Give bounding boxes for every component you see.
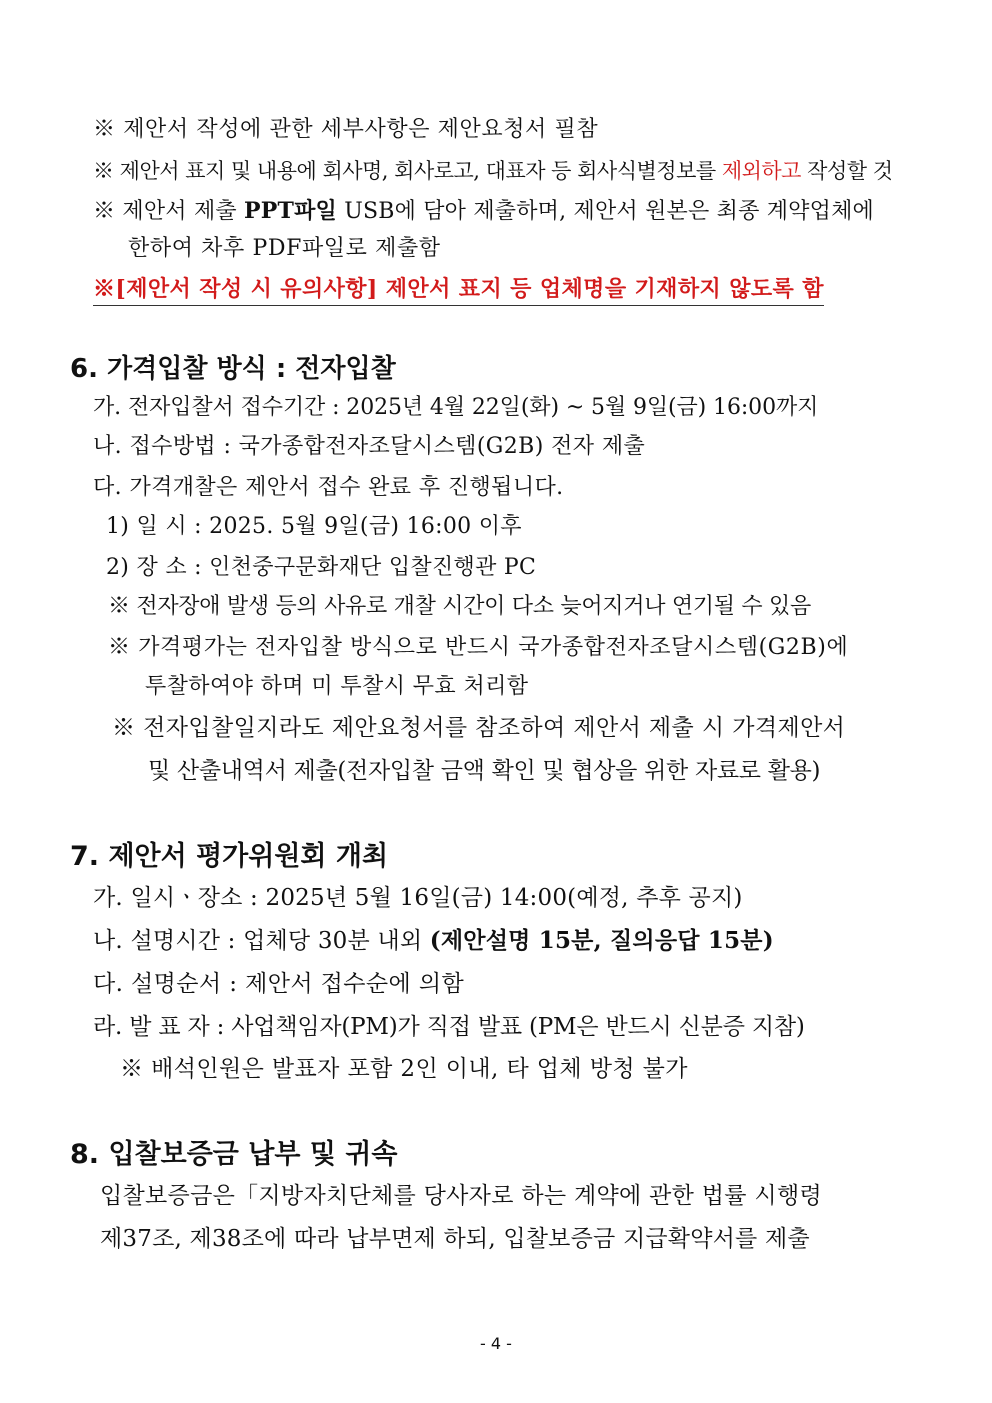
section6-note-estimate-cont: 및 산출내역서 제출(전자입찰 금액 확인 및 협상을 위한 자료로 활용): [148, 758, 821, 784]
section7-item-na-pre: 나. 설명시간 : 업체당 30분 내외: [93, 928, 430, 954]
section7-item-na: [93, 926, 774, 956]
section6-item-ga: 가. 전자입찰서 접수기간 : 2025년 4월 22일(화) ~ 5월 9일(금) 16:00까지: [93, 395, 819, 420]
section6-item-na: 나. 접수방법 : 국가종합전자조달시스템(G2B) 전자 제출: [93, 434, 646, 459]
note-ppt-submission-bold: PPT파일: [244, 198, 338, 224]
section7-item-da: 다. 설명순서 : 제안서 접수순에 의함: [93, 971, 465, 997]
section8-title: 8. 입찰보증금 납부 및 귀속: [70, 1139, 398, 1170]
note-remove-company-info-highlight: 제외하고: [721, 159, 801, 183]
note-ppt-submission: [93, 196, 874, 227]
section6-note-estimate: ※ 전자입찰일지라도 제안요청서를 참조하여 제안서 제출 시 가격제안서: [112, 715, 846, 741]
note-caution-company-name: ※[제안서 작성 시 유의사항] 제안서 표지 등 업체명을 기재하지 않도록 함: [93, 274, 824, 306]
section6-sub-2: 2) 장 소 : 인천중구문화재단 입찰진행관 PC: [106, 555, 537, 580]
section7-item-ga: 가. 일시ㆍ장소 : 2025년 5월 16일(금) 14:00(예정, 추후 공지): [93, 885, 743, 911]
note-detail-reference: ※ 제안서 작성에 관한 세부사항은 제안요청서 필참: [93, 117, 599, 142]
section6-note-delay: ※ 전자장애 발생 등의 사유로 개찰 시간이 다소 늦어지거나 연기될 수 있음: [108, 594, 811, 619]
note-remove-company-info-pre: ※ 제안서 표지 및 내용에 회사명, 회사로고, 대표자 등 회사식별정보를: [93, 159, 722, 183]
note-ppt-submission-cont: 한하여 차후 PDF파일로 제출함: [128, 236, 441, 261]
section6-sub-1: 1) 일 시 : 2025. 5월 9일(금) 16:00 이후: [106, 514, 522, 539]
section6-note-price: ※ 가격평가는 전자입찰 방식으로 반드시 국가종합전자조달시스템(G2B)에: [108, 635, 849, 660]
section6-item-da: 다. 가격개찰은 제안서 접수 완료 후 진행됩니다.: [93, 475, 564, 500]
section6-title: 6. 가격입찰 방식 : 전자입찰: [70, 354, 396, 384]
note-remove-company-info: [93, 156, 892, 186]
note-ppt-submission-pre: ※ 제안서 제출: [93, 199, 245, 224]
section8-body-2: 제37조, 제38조에 따라 납부면제 하되, 입찰보증금 지급확약서를 제출: [100, 1226, 810, 1252]
note-remove-company-info-post: 작성할 것: [800, 159, 893, 183]
section6-note-price-cont: 투찰하여야 하며 미 투찰시 무효 처리함: [145, 674, 529, 699]
section7-title: 7. 제안서 평가위원회 개최: [70, 841, 389, 872]
section7-note-attendees: ※ 배석인원은 발표자 포함 2인 이내, 타 업체 방청 불가: [120, 1056, 688, 1082]
note-ppt-submission-post: USB에 담아 제출하며, 제안서 원본은 최종 계약업체에: [337, 199, 874, 224]
page-number: - 4 -: [480, 1334, 512, 1353]
section8-body-1: 입찰보증금은「지방자치단체를 당사자로 하는 계약에 관한 법률 시행령: [100, 1183, 822, 1209]
section7-item-na-bold: (제안설명 15분, 질의응답 15분): [429, 927, 774, 954]
section7-item-ra: 라. 발 표 자 : 사업책임자(PM)가 직접 발표 (PM은 반드시 신분증 지참): [93, 1014, 805, 1040]
